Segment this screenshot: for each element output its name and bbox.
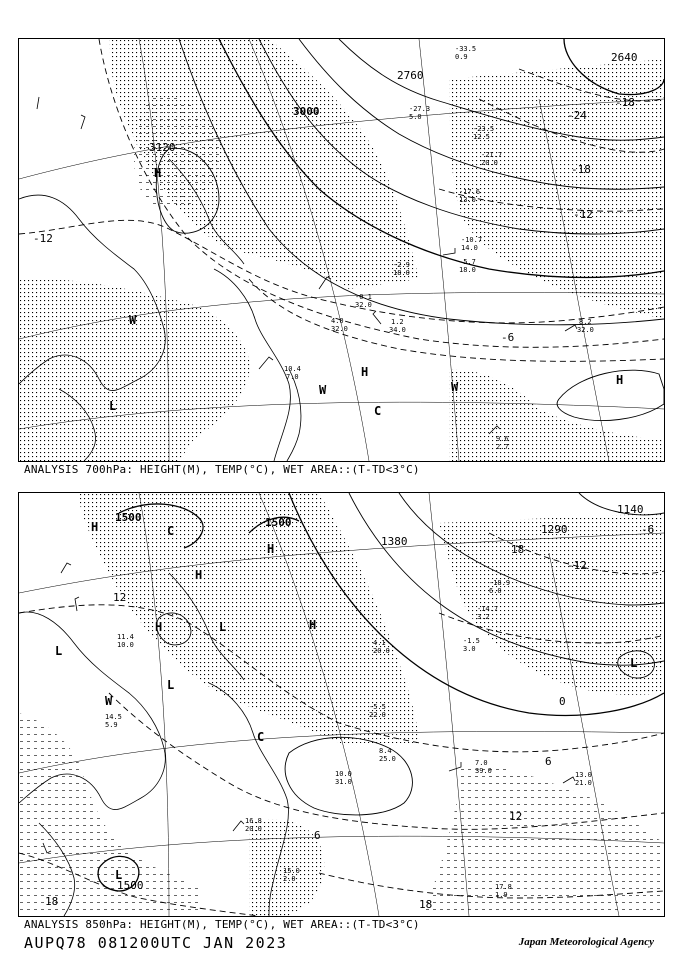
svg-text:32.0: 32.0: [355, 301, 372, 309]
high-center: H: [195, 568, 203, 582]
caption-700hpa: ANALYSIS 700hPa: HEIGHT(M), TEMP(°C), WET AREA::(T-TD<3°C): [24, 463, 420, 476]
svg-text:-5.5: -5.5: [369, 703, 386, 711]
temp-label-18: -18: [571, 163, 591, 176]
svg-text:9.6: 9.6: [496, 435, 509, 443]
height-label-1290: 1290: [541, 523, 568, 536]
wet-areas: [19, 493, 664, 916]
high-center: H: [154, 166, 162, 180]
station-plot: [577, 318, 594, 334]
svg-text:14.0: 14.0: [461, 244, 478, 252]
temp-label-12: 12: [509, 810, 523, 823]
warm-center: W: [105, 694, 113, 708]
svg-text:18.0: 18.0: [393, 269, 410, 277]
height-label-2640: 2640: [611, 51, 638, 64]
station-plot: [575, 771, 592, 787]
temp-label-6: 6: [545, 755, 552, 768]
station-plot: [245, 817, 262, 833]
svg-text:15.0: 15.0: [283, 867, 300, 875]
station-plot: [284, 365, 301, 381]
svg-text:-5.7: -5.7: [459, 258, 476, 266]
svg-text:-21.7: -21.7: [481, 151, 503, 159]
svg-text:20.0: 20.0: [245, 825, 262, 833]
svg-text:6.0: 6.0: [489, 587, 502, 595]
cold-center: C: [257, 730, 265, 744]
svg-text:10.0: 10.0: [117, 641, 134, 649]
high-center: H: [616, 373, 624, 387]
warm-center: W: [451, 380, 459, 394]
temp-label-minus24: -24: [567, 109, 587, 122]
svg-text:-17.6: -17.6: [459, 188, 481, 196]
station-plot: [105, 713, 122, 729]
station-plot: [379, 747, 396, 763]
station-plot: [335, 770, 352, 786]
svg-text:3.2: 3.2: [477, 613, 490, 621]
bulletin-code: AUPQ78 081200UTC JAN 2023: [24, 934, 288, 952]
high-center: H: [309, 618, 317, 632]
cold-center: C: [374, 404, 382, 418]
temp-label-18: 18: [419, 898, 433, 911]
svg-text:13.0: 13.0: [459, 196, 476, 204]
svg-text:-2.9: -2.9: [393, 261, 410, 269]
chart-700hpa: [18, 38, 665, 462]
height-label-1500: 1500: [265, 516, 292, 529]
svg-text:32.0: 32.0: [577, 326, 594, 334]
svg-text:1.9: 1.9: [495, 891, 508, 899]
height-label-1500: 1500: [117, 879, 144, 892]
svg-text:20.0: 20.0: [481, 159, 498, 167]
agency-name: Japan Meteorological Agency: [518, 936, 654, 948]
svg-text:22.0: 22.0: [369, 711, 386, 719]
station-plot: [331, 317, 348, 333]
temp-label-minus18: -18: [615, 96, 635, 109]
svg-text:-27.3: -27.3: [409, 105, 431, 113]
temp-label-minus6: -6: [641, 523, 655, 536]
temp-label-0: 0: [559, 695, 566, 708]
chart-850hpa: [18, 492, 665, 917]
low-center: L: [115, 868, 123, 882]
svg-text:3.0: 3.0: [463, 645, 476, 653]
temp-label-minus12: -12: [33, 232, 53, 245]
caption-850hpa: ANALYSIS 850hPa: HEIGHT(M), TEMP(°C), WET AREA::(T-TD<3°C): [24, 918, 420, 931]
map-850hpa: [19, 493, 664, 916]
temp-label-minus12: -12: [567, 559, 587, 572]
map-700hpa: [19, 39, 664, 461]
svg-text:25.0: 25.0: [379, 755, 396, 763]
low-center: L: [167, 678, 175, 692]
station-plot: [389, 318, 406, 334]
high-center: H: [361, 365, 369, 379]
svg-text:-23.5: -23.5: [473, 125, 495, 133]
station-plot: [459, 258, 476, 274]
svg-text:4.0: 4.0: [331, 317, 344, 325]
height-label-3000: 3000: [293, 105, 320, 118]
svg-text:31.0: 31.0: [335, 778, 352, 786]
station-plot: [461, 236, 482, 252]
svg-text:-18.9: -18.9: [489, 579, 511, 587]
svg-text:-10.7: -10.7: [461, 236, 483, 244]
station-plot: [496, 435, 509, 451]
temp-label-18: 18: [511, 543, 525, 556]
svg-text:2.7: 2.7: [496, 443, 509, 451]
svg-text:10.0: 10.0: [335, 770, 352, 778]
height-label-1140: 1140: [617, 503, 644, 516]
low-center: L: [219, 620, 227, 634]
warm-center: W: [129, 313, 137, 327]
low-center: L: [109, 399, 117, 413]
svg-text:-0.1: -0.1: [355, 293, 372, 301]
station-plot: [117, 633, 134, 649]
svg-text:0.9: 0.9: [455, 53, 468, 61]
svg-text:-14.7: -14.7: [477, 605, 499, 613]
warm-center: W: [319, 383, 327, 397]
station-plot: [463, 637, 480, 653]
svg-text:18.0: 18.0: [459, 266, 476, 274]
station-plot: [475, 759, 492, 775]
cold-center: C: [167, 524, 175, 538]
svg-text:4.1: 4.1: [373, 639, 386, 647]
station-plot: [455, 45, 476, 61]
svg-text:21.0: 21.0: [575, 779, 592, 787]
svg-text:8.2: 8.2: [579, 318, 592, 326]
high-center: H: [155, 620, 163, 634]
temp-label-18: 18: [45, 895, 59, 908]
temp-label-12: 12: [113, 591, 127, 604]
svg-text:10.4: 10.4: [284, 365, 301, 373]
svg-text:-33.5: -33.5: [455, 45, 477, 53]
svg-text:12.5: 12.5: [473, 133, 490, 141]
temp-label-6: -6: [501, 331, 515, 344]
height-label-2760: 2760: [397, 69, 424, 82]
svg-text:5.9: 5.9: [105, 721, 118, 729]
svg-text:17.8: 17.8: [495, 883, 512, 891]
station-plot: [393, 261, 410, 277]
station-plot: [355, 293, 372, 309]
svg-text:11.4: 11.4: [117, 633, 134, 641]
svg-text:-1.5: -1.5: [463, 637, 480, 645]
station-plot: [369, 703, 386, 719]
low-center: L: [630, 656, 638, 670]
svg-text:32.0: 32.0: [331, 325, 348, 333]
height-label-1500: 1500: [115, 511, 142, 524]
svg-text:7.0: 7.0: [475, 759, 488, 767]
svg-text:34.0: 34.0: [389, 326, 406, 334]
wet-areas: [19, 39, 664, 461]
svg-text:8.4: 8.4: [379, 747, 392, 755]
temp-label-12: -12: [573, 208, 593, 221]
high-center: H: [267, 542, 275, 556]
svg-text:39.0: 39.0: [475, 767, 492, 775]
svg-text:14.5: 14.5: [105, 713, 122, 721]
height-label-3120: 3120: [149, 141, 176, 154]
svg-text:13.0: 13.0: [575, 771, 592, 779]
svg-text:5.0: 5.0: [409, 113, 422, 121]
svg-text:16.8: 16.8: [245, 817, 262, 825]
svg-text:20.0: 20.0: [373, 647, 390, 655]
svg-text:7.0: 7.0: [286, 373, 299, 381]
temp-label-6: 6: [314, 829, 321, 842]
svg-text:1.2: 1.2: [391, 318, 404, 326]
height-label-1380: 1380: [381, 535, 408, 548]
high-center: H: [91, 520, 99, 534]
svg-text:2.0: 2.0: [283, 875, 296, 883]
low-center: L: [55, 644, 63, 658]
